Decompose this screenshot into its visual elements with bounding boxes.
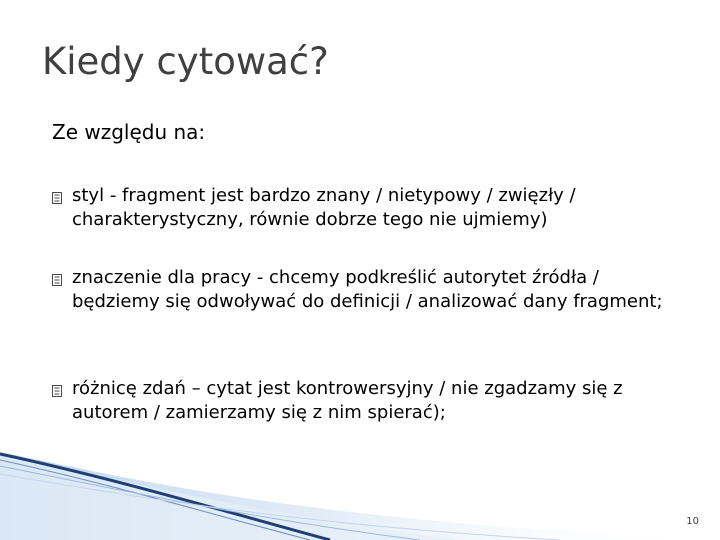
bullet-text: [72, 377, 682, 425]
bullet-description: - fragment jest bardzo znany / nietypowy / zwięzły / charakterystyczny, równie dobrze tego nie ujmiemy): [72, 185, 576, 230]
square-bullet-icon: [52, 385, 62, 397]
bullet-text: [72, 184, 682, 232]
bullet-item-roznice: [52, 377, 682, 425]
bullet-term: znaczenie dla pracy -: [72, 267, 264, 288]
bullet-text: [72, 266, 682, 314]
bullet-item-znaczenie: [52, 266, 682, 314]
bullet-description: – cytat jest kontrowersyjny / nie zgadzamy się z autorem / zamierzamy się z nim spierać);: [72, 378, 623, 423]
bullet-item-styl: [52, 184, 682, 232]
footer-wave-decoration: [0, 440, 720, 540]
slide-title: Kiedy cytować?: [42, 40, 329, 83]
slide-subtitle: Ze względu na:: [52, 120, 206, 144]
bullet-term: różnicę zdań: [72, 378, 186, 399]
square-bullet-icon: [52, 192, 62, 204]
bullet-description: chcemy podkreślić autorytet źródła / będziemy się odwoływać do definicji / analizować dany fragment;: [72, 267, 663, 312]
square-bullet-icon: [52, 274, 62, 286]
page-number: 10: [686, 516, 699, 527]
bullet-term: styl: [72, 185, 105, 206]
